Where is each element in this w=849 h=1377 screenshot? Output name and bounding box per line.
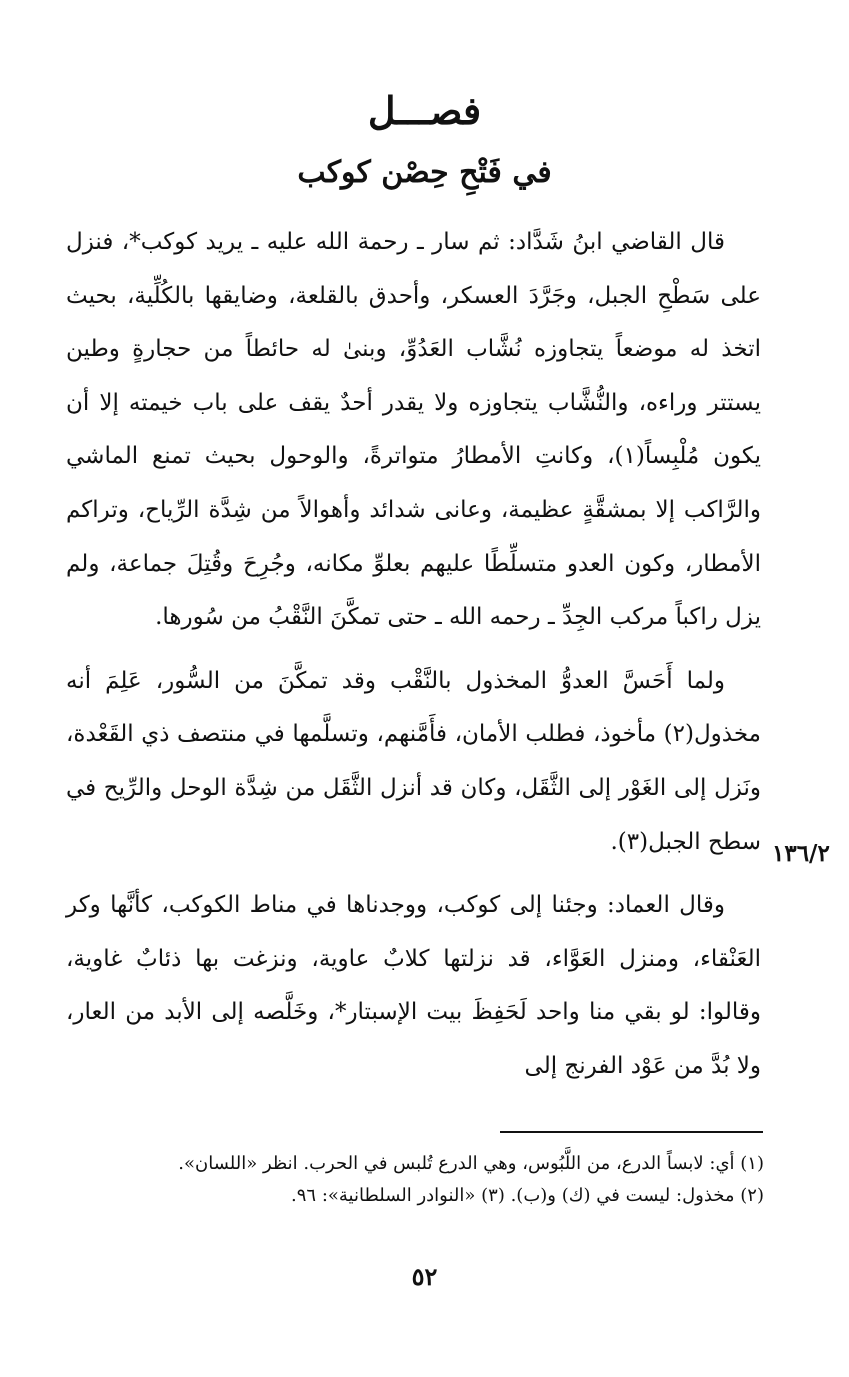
paragraph-1: قال القاضي ابنُ شَدَّاد: ثم سار ـ رحمة الله عليه ـ يريد كوكب*، فنزل على سَطْحِ الجبل، وجَرَّدَ العسكر، وأحدق بالقلعة، وضايقها بالكُلِّية، بحيث اتخذ له موضعاً يتجاوزه نُشَّاب العَدُوِّ، وبنىٰ له حائطاً من حجارةٍ وطين يستتر وراءه، والنُّشَّاب يتجاوزه ولا يقدر أحدٌ يقف على باب خيمته إلا أن يكون مُلْبِساً(١)، وكانتِ الأمطارُ متواترةً، والوحول بحيث تمنع الماشي والرَّاكب إلا بمشقَّةٍ عظيمة، وعانى شدائد وأهوالاً من شِدَّة الرِّياح، وتراكم الأمطار، وكون العدو متسلِّطًا عليهم بعلوِّ مكانه، وجُرِحَ وقُتِلَ جماعة، ولم يزل راكباً مركب الجِدِّ ـ رحمه الله ـ حتى تمكَّنَ النَّقْبُ من سُورها. [66,229,762,631]
footnote-divider [500,1131,763,1133]
footnote-2: (٢) مخذول: ليست في (ك) و(ب). (٣) «النوادر السلطانية»: ٩٦. [291,1185,764,1206]
body-text [66,216,761,1094]
footnotes [100,1148,764,1212]
section-subtitle: في فَتْحِ حِصْن كوكب [297,155,552,190]
page-number: ٥٢ [411,1262,438,1291]
margin-reference: ١٣٦/٢ [772,840,830,867]
section-title: فصـــل [367,88,482,133]
paragraph-2: ولما أَحَسَّ العدوُّ المخذول بالنَّقْب وقد تمكَّنَ من السُّور، عَلِمَ أنه مخذول(٢) مأخوذ، فطلب الأمان، فأَمَّنهم، وتسلَّمها في منتصف ذي القَعْدة، ونَزل إلى الغَوْر إلى الثَّقَل، وكان قد أنزل الثَّقَل من شِدَّة الوحل والرِّيح في سطح الجبل(٣). [66,667,761,855]
paragraph-3: وقال العماد: وجئنا إلى كوكب، ووجدناها في مناط الكوكب، كأنَّها وكر العَنْقاء، ومنزل العَوَّاء، قد نزلتها كلابٌ عاوية، ونزغت بها ذئابٌ غاوية، وقالوا: لو بقي منا واحد لَحَفِظَ بيت الإسبتار*، وخَلَّصه إلى الأبد من العار، ولا بُدَّ من عَوْد الفرنج إلى [66,892,761,1079]
footnote-1: (١) أي: لابساً الدرع، من اللَّبُوس، وهي الدرع تُلبس في الحرب. انظر «اللسان». [178,1153,764,1174]
